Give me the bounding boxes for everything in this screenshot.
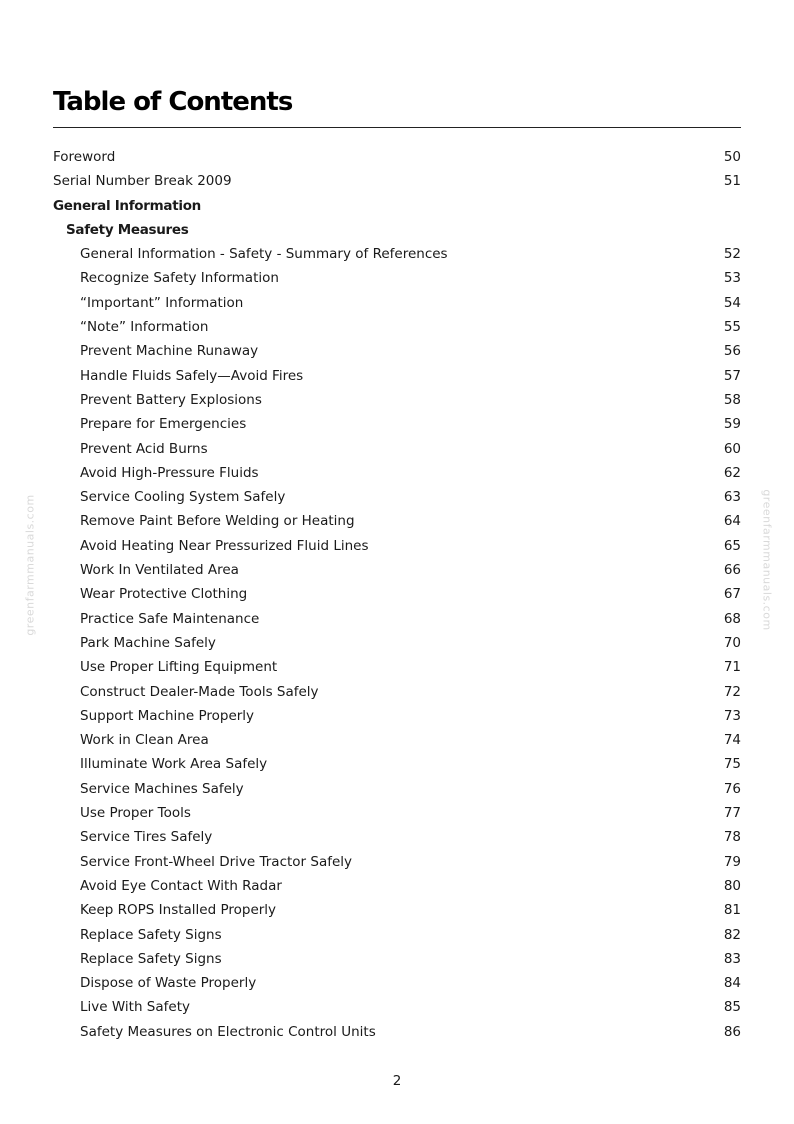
toc-entry-title: Avoid High-Pressure Fluids — [80, 464, 259, 481]
toc-entry-page-number: 62 — [723, 464, 741, 481]
toc-entry[interactable] — [53, 777, 741, 801]
toc-entry-title: “Important” Information — [80, 294, 244, 311]
toc-entry-page-number: 78 — [723, 829, 741, 846]
toc-entry[interactable] — [53, 534, 741, 558]
toc-entry[interactable] — [53, 169, 741, 193]
toc-entry[interactable] — [53, 947, 741, 971]
toc-entry-title: Replace Safety Signs — [80, 950, 222, 967]
toc-entry-page-number: 71 — [723, 659, 741, 676]
toc-entry-page-number: 70 — [723, 634, 741, 651]
toc-entry-title: Practice Safe Maintenance — [80, 610, 260, 627]
toc-section-heading — [53, 194, 741, 218]
toc-entry-title: Support Machine Properly — [80, 707, 255, 724]
toc-entry-title: General Information — [53, 197, 201, 214]
toc-entry-page-number: 82 — [723, 926, 741, 943]
toc-entry-page-number: 72 — [723, 683, 741, 700]
toc-entry[interactable] — [53, 631, 741, 655]
toc-entry-title: Foreword — [53, 149, 116, 165]
toc-entry-page-number: 80 — [723, 877, 741, 894]
toc-entry-page-number: 54 — [723, 294, 741, 311]
toc-entry-title: Wear Protective Clothing — [80, 586, 248, 603]
toc-entry[interactable] — [53, 995, 741, 1019]
toc-entry[interactable] — [53, 825, 741, 849]
toc-entry-page-number: 60 — [723, 440, 741, 457]
toc-entry-page-number: 79 — [723, 853, 741, 870]
toc-entry-title: Use Proper Tools — [80, 805, 191, 822]
toc-entry-title: Dispose of Waste Properly — [80, 975, 257, 992]
toc-entry-title: Park Machine Safely — [80, 634, 216, 651]
toc-entry-page-number: 64 — [723, 513, 741, 530]
toc-entry-title: Remove Paint Before Welding or Heating — [80, 513, 355, 530]
toc-entry[interactable] — [53, 291, 741, 315]
toc-entry-page-number: 51 — [723, 173, 741, 190]
toc-entry[interactable] — [53, 874, 741, 898]
toc-entry-title: Safety Measures — [66, 221, 189, 238]
toc-entry-title: Construct Dealer-Made Tools Safely — [80, 683, 319, 700]
toc-entry-page-number: 73 — [723, 707, 741, 724]
toc-entry-page-number: 52 — [723, 246, 741, 263]
toc-entry-page-number: 58 — [723, 391, 741, 408]
toc-entry[interactable] — [53, 728, 741, 752]
page-number: 2 — [392, 1073, 402, 1089]
toc-entry-title: Safety Measures on Electronic Control Units — [80, 1023, 376, 1040]
toc-entry[interactable] — [53, 437, 741, 461]
toc-entry[interactable] — [53, 339, 741, 363]
toc-entry-title: Replace Safety Signs — [80, 926, 222, 943]
toc-entry-page-number: 83 — [723, 950, 741, 967]
toc-entry-title: Keep ROPS Installed Properly — [80, 902, 277, 919]
toc-entry-title: Avoid Eye Contact With Radar — [80, 877, 282, 894]
toc-entry-title: Avoid Heating Near Pressurized Fluid Lines — [80, 537, 369, 554]
toc-entry-page-number: 56 — [723, 343, 741, 360]
toc-entry-title: Prepare for Emergencies — [80, 416, 247, 433]
toc-entry[interactable] — [53, 680, 741, 704]
toc-entry-title: General Information - Safety - Summary of References — [80, 246, 448, 263]
toc-entry-page-number: 66 — [723, 562, 741, 579]
toc-entry-title: Prevent Machine Runaway — [80, 343, 259, 360]
toc-section-heading — [53, 218, 741, 242]
toc-entry-title: Service Front-Wheel Drive Tractor Safely — [80, 853, 353, 870]
toc-entry-title: Work in Clean Area — [80, 732, 209, 749]
toc-entry[interactable] — [53, 971, 741, 995]
toc-entry-page-number: 68 — [723, 610, 741, 627]
toc-entry-title: “Note” Information — [80, 319, 209, 336]
page-title: Table of Contents — [53, 87, 293, 117]
toc-entry[interactable] — [53, 704, 741, 728]
toc-entry[interactable] — [53, 582, 741, 606]
toc-entry[interactable] — [53, 461, 741, 485]
toc-entry-title: Serial Number Break 2009 — [53, 173, 232, 190]
toc-entry[interactable] — [53, 898, 741, 922]
toc-entry[interactable] — [53, 242, 741, 266]
toc-entry-page-number: 75 — [723, 756, 741, 773]
toc-list — [53, 145, 741, 1044]
toc-entry-page-number: 86 — [723, 1023, 741, 1040]
toc-entry-page-number: 63 — [723, 489, 741, 506]
toc-entry-page-number: 57 — [723, 367, 741, 384]
toc-entry-page-number: 81 — [723, 902, 741, 919]
toc-entry-title: Illuminate Work Area Safely — [80, 756, 268, 773]
toc-entry-title: Live With Safety — [80, 999, 190, 1016]
toc-entry-title: Use Proper Lifting Equipment — [80, 659, 278, 676]
toc-entry[interactable] — [53, 923, 741, 947]
toc-entry-title: Prevent Acid Burns — [80, 440, 208, 457]
toc-entry-page-number: 85 — [723, 999, 741, 1016]
toc-entry[interactable] — [53, 558, 741, 582]
toc-entry-page-number: 55 — [723, 319, 741, 336]
toc-entry-page-number: 59 — [723, 416, 741, 433]
toc-entry[interactable] — [53, 364, 741, 388]
toc-entry[interactable] — [53, 388, 741, 412]
toc-entry[interactable] — [53, 509, 741, 533]
toc-entry[interactable] — [53, 655, 741, 679]
toc-entry[interactable] — [53, 145, 741, 169]
toc-entry-title: Prevent Battery Explosions — [80, 391, 262, 408]
toc-entry[interactable] — [53, 1020, 741, 1044]
toc-entry-page-number: 67 — [723, 586, 741, 603]
toc-entry[interactable] — [53, 752, 741, 776]
toc-entry[interactable] — [53, 801, 741, 825]
toc-entry-page-number: 84 — [723, 975, 741, 992]
toc-entry[interactable] — [53, 412, 741, 436]
toc-entry-page-number: 65 — [723, 537, 741, 554]
toc-entry-title: Service Cooling System Safely — [80, 489, 286, 506]
title-divider — [53, 127, 741, 128]
toc-entry[interactable] — [53, 266, 741, 290]
toc-entry[interactable] — [53, 485, 741, 509]
toc-entry-title: Handle Fluids Safely—Avoid Fires — [80, 367, 304, 384]
watermark-right: greenfarmmanuals.com — [760, 489, 774, 631]
toc-entry[interactable] — [53, 607, 741, 631]
watermark-left: greenfarmmanuals.com — [23, 494, 37, 636]
toc-entry-title: Service Tires Safely — [80, 829, 213, 846]
toc-entry[interactable] — [53, 315, 741, 339]
toc-entry-page-number: 74 — [723, 732, 741, 749]
toc-entry[interactable] — [53, 850, 741, 874]
toc-entry-page-number: 77 — [723, 805, 741, 822]
toc-entry-page-number: 76 — [723, 780, 741, 797]
toc-entry-title: Service Machines Safely — [80, 780, 244, 797]
toc-entry-page-number: 50 — [723, 149, 741, 165]
toc-entry-title: Work In Ventilated Area — [80, 562, 239, 579]
toc-entry-page-number: 53 — [723, 270, 741, 287]
toc-entry-title: Recognize Safety Information — [80, 270, 279, 287]
